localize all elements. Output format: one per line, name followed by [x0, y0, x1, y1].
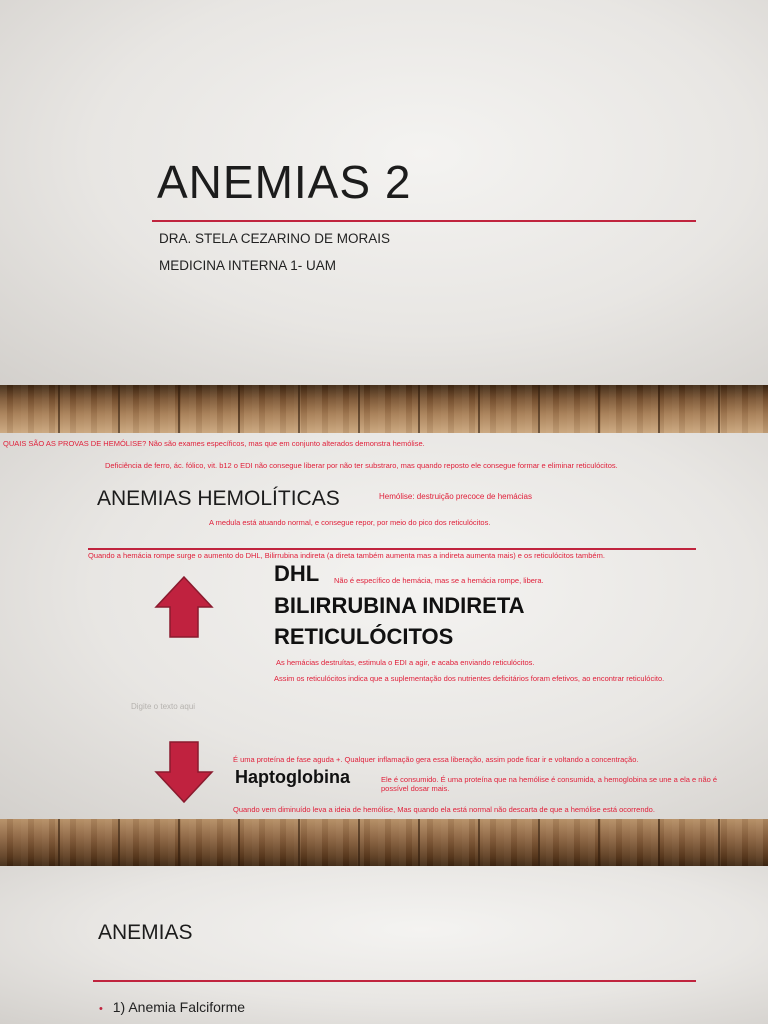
arrow-up-icon	[154, 575, 214, 639]
title-slide	[0, 0, 768, 385]
arrow-down-icon	[154, 740, 214, 804]
title-divider	[152, 220, 696, 222]
wood-floor-divider	[0, 385, 768, 433]
hemolytic-anemia-slide	[0, 433, 768, 819]
bullet-icon: •	[99, 1003, 103, 1015]
note-hapto-2: possível dosar mais.	[381, 784, 450, 793]
list-item	[99, 999, 245, 1015]
marker-haptoglobina: Haptoglobina	[235, 767, 350, 787]
course-line: MEDICINA INTERNA 1- UAM	[159, 258, 337, 273]
note-hapto-phase: É uma proteína de fase aguda +. Qualquer inflamação gera essa liberação, assim pode ficar ir e voltando a concentração.	[233, 755, 639, 764]
title-divider	[88, 548, 696, 550]
note-reticulo-1: As hemácias destruítas, estimula o EDI a agir, e acaba enviando reticulócitos.	[276, 658, 535, 667]
marker-reticulocitos: RETICULÓCITOS	[274, 624, 454, 649]
list-item-label: 1) Anemia Falciforme	[112, 999, 246, 1015]
marker-dhl: DHL	[274, 561, 320, 586]
note-hemolysis-tests: QUAIS SÃO AS PROVAS DE HEMÓLISE? Não são exames específicos, mas que em conjunto alterados demonstra hemólise.	[3, 439, 425, 448]
note-rupture: Quando a hemácia rompe surge o aumento do DHL, Bilirrubina indireta (a direta também aumenta mas a indireta aumenta mais) e os reticulócitos também.	[88, 551, 605, 560]
note-definition: Hemólise: destruição precoce de hemácias	[379, 492, 532, 501]
note-hapto-low: Quando vem diminuído leva a ideia de hemólise, Mas quando ela está normal não descarta de que a hemólise está ocorrendo.	[233, 805, 655, 814]
note-deficiency: Deficiência de ferro, ác. fólico, vit. b12 o EDI não consegue liberar por não ter substraro, mas quando reposto ele consegue formar e eliminar reticulócitos.	[105, 461, 618, 470]
text-placeholder[interactable]: Digite o texto aqui	[131, 702, 196, 711]
author-line: DRA. STELA CEZARINO DE MORAIS	[159, 231, 391, 246]
note-dhl: Não é específico de hemácia, mas se a hemácia rompe, libera.	[334, 576, 544, 585]
anemias-slide	[0, 866, 768, 1024]
page-title: ANEMIAS 2	[157, 156, 412, 208]
title-divider	[93, 980, 696, 982]
marker-bilirrubina: BILIRRUBINA INDIRETA	[274, 593, 525, 618]
slide-title: ANEMIAS HEMOLÍTICAS	[97, 487, 340, 510]
slide-title: ANEMIAS	[98, 921, 193, 944]
wood-floor-divider	[0, 819, 768, 866]
note-hapto-1: Ele é consumido. É uma proteína que na hemólise é consumida, a hemoglobina se une a ela e não é	[381, 775, 718, 784]
note-marrow: A medula está atuando normal, e consegue repor, por meio do pico dos reticulócitos.	[209, 518, 491, 527]
note-reticulo-2: Assim os reticulócitos indica que a suplementação dos nutrientes deficitários foram efetivos, ao encontrar reticulócito.	[274, 674, 665, 683]
